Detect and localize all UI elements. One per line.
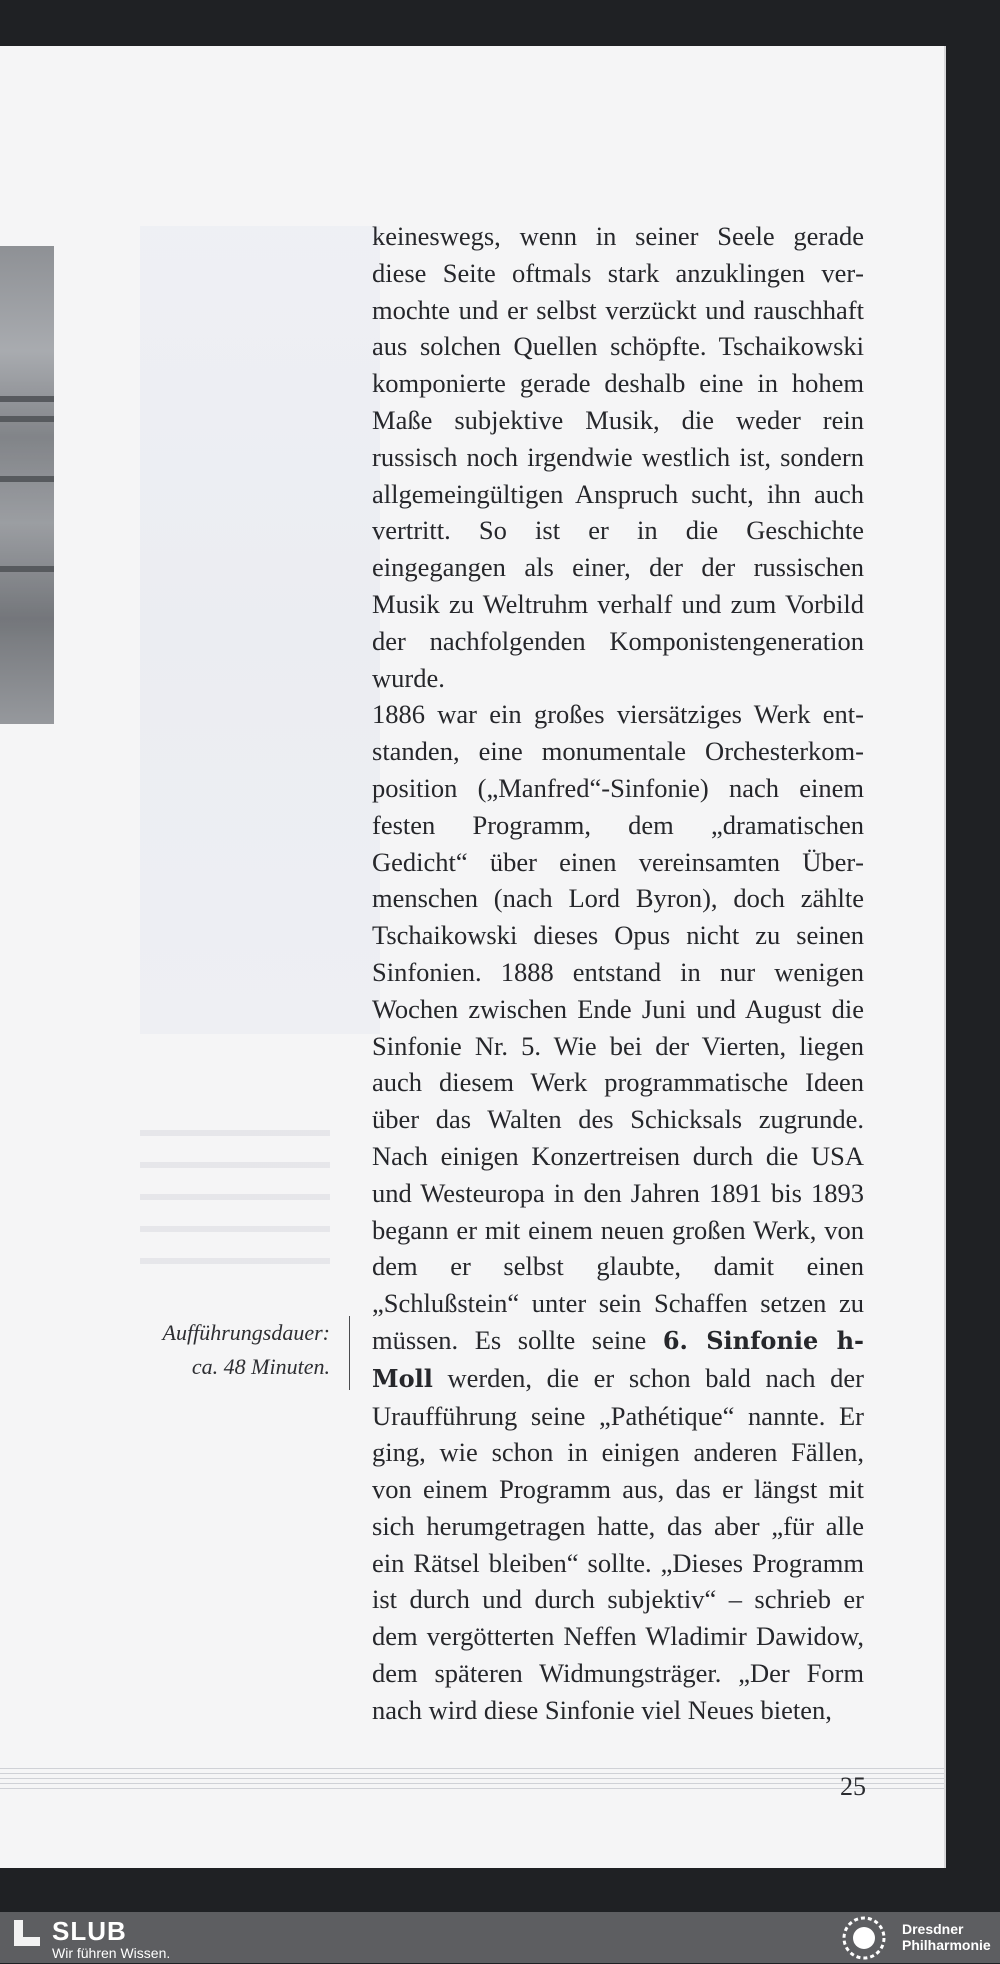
page-number: 25 — [840, 1772, 866, 1801]
viewer-footer — [0, 1912, 1000, 1963]
paragraph-2-end: werden, die er schon bald nach der Uraufführung seine „Pathétique“ nannte. Er ging, wie schon in einigen anderen Fällen, von einem Programm aus, das er längst mit sich herumgetragen hatte, das aber „für alle ein Rätsel bleiben“ sollte. „Dieses Programm ist durch und durch subjektiv“ – schrieb er dem vergötterten Neffen Wladimir Dawidow, dem späteren Widmungsträger. „Der Form nach wird diese Sinfonie viel Neues bieten, — [372, 1362, 865, 1725]
philharmonie-line-1: Dresdner — [902, 1921, 964, 1937]
footer-rules — [0, 1768, 944, 1798]
photo-fragment — [0, 246, 54, 724]
duration-value: ca. 48 Minuten. — [191, 1354, 330, 1379]
philharmonie-line-2: Philharmonie — [902, 1937, 991, 1953]
philharmonie-logo-icon[interactable] — [842, 1916, 886, 1960]
slub-tagline: Wir führen Wissen. — [52, 1945, 171, 1961]
sidebar-rule — [349, 1316, 350, 1390]
document-page — [0, 46, 944, 1868]
bleed-through-caption — [140, 1104, 330, 1284]
paragraph-1: keineswegs, wenn in seiner Seele gerade diese Seite oftmals stark anzuklingen vermochte und er selbst verzückt und rauschhaft aus solchen Quellen schöpfte. Tschaikowski komponierte gerade deshalb eine in hohem Maße subjektive Musik, die weder rein russisch noch irgendwie westlich ist, sondern allgemeingültigen Anspruch sucht, ihn auch vertritt. So ist er in die Geschichte eingegangen als einer, der der russischen Musik zu Weltruhm verhalf und zum Vorbild der nachfolgenden Komponistengeneration wurde. — [372, 221, 864, 693]
paragraph-2-start: 1886 war ein großes viersätziges Werk entstanden, eine monumentale Orchesterkomposition („Manfred“-Sinfonie) nach einem festen Programm, dem „dramatischen Gedicht“ über einen vereinsamten Übermenschen (nach Lord Byron), doch zählte Tschaikowski dieses Opus nicht zu seinen Sinfonien. 1888 entstand in nur wenigen Wochen zwischen Ende Juni und August die Sinfonie Nr. 5. Wie bei der Vierten, liegen auch diesem Werk programmatische Ideen über das Walten des Schicksals zugrunde. Nach einigen Konzertreisen durch die USA und Westeuropa in den Jahren 1891 bis 1893 begann er mit einem neuen großen Werk, von dem er selbst glaubte, damit einen „Schlußstein“ unter sein Schaffen setzen zu müssen. Es sollte seine — [372, 699, 864, 1355]
slub-logo-icon[interactable] — [14, 1920, 40, 1946]
duration-label: Aufführungsdauer: — [162, 1320, 330, 1345]
philharmonie-name — [902, 1921, 991, 1953]
duration-note — [130, 1316, 330, 1384]
paragraph-2 — [372, 696, 864, 1728]
body-text — [372, 218, 864, 1729]
symphony-title: 6. Sinfonie h-Moll — [372, 1325, 865, 1393]
bleed-through-area — [140, 226, 380, 1034]
slub-name[interactable]: SLUB — [52, 1916, 127, 1946]
